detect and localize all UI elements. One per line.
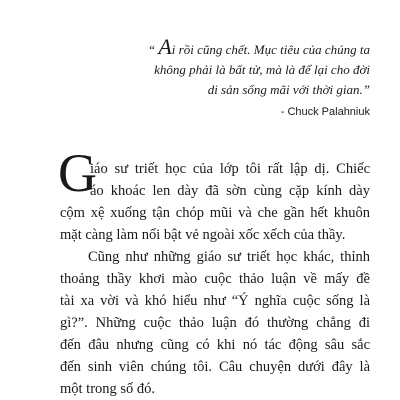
text-line: đến sinh viên chúng tôi. Câu chuyện dưới đây là	[60, 359, 370, 375]
text-line: tài xa vời và khó hiểu như “Ý nghĩa cuộc sống là	[60, 293, 370, 309]
text-line: gì?”. Những cuộc thảo luận đó thường chẳng đi	[60, 315, 370, 331]
epigraph-drop-letter: A	[158, 34, 172, 59]
open-quote: “	[147, 42, 156, 57]
text-line: cộm xệ xuống tận chóp mũi và che gần hết khuôn	[60, 205, 370, 221]
text-line: áo khoác len dày đã sờn cùng cặp kính dày	[90, 183, 370, 199]
drop-cap: G	[58, 143, 97, 203]
epigraph-line: “ Ai rồi cũng chết. Mục tiêu của chúng ta	[147, 34, 370, 59]
text-line: thoảng thầy khơi mào cuộc thảo luận về mấy đề	[60, 271, 370, 287]
text-line: iáo sư triết học của lớp tôi rất lập dị. Chiếc	[90, 161, 370, 177]
epigraph-line: di sản sống mãi với thời gian.”	[207, 82, 370, 97]
text-line: đến đâu nhưng cũng có khi nó tác động sâu sắc	[60, 337, 370, 353]
paragraph-2	[60, 246, 370, 400]
text-line: mặt càng làm nổi bật vẻ ngoài xốc xếch của thầy.	[60, 227, 346, 243]
epigraph-line: không phải là bất tử, mà là để lại cho đời	[154, 62, 370, 77]
epigraph-quote	[120, 34, 370, 100]
paragraph-1	[60, 158, 370, 246]
text-line: Cũng như những giáo sư triết học khác, thỉnh	[88, 249, 370, 265]
epigraph-attribution: - Chuck Palahniuk	[280, 106, 370, 118]
text-line: một trong số đó.	[60, 381, 156, 397]
